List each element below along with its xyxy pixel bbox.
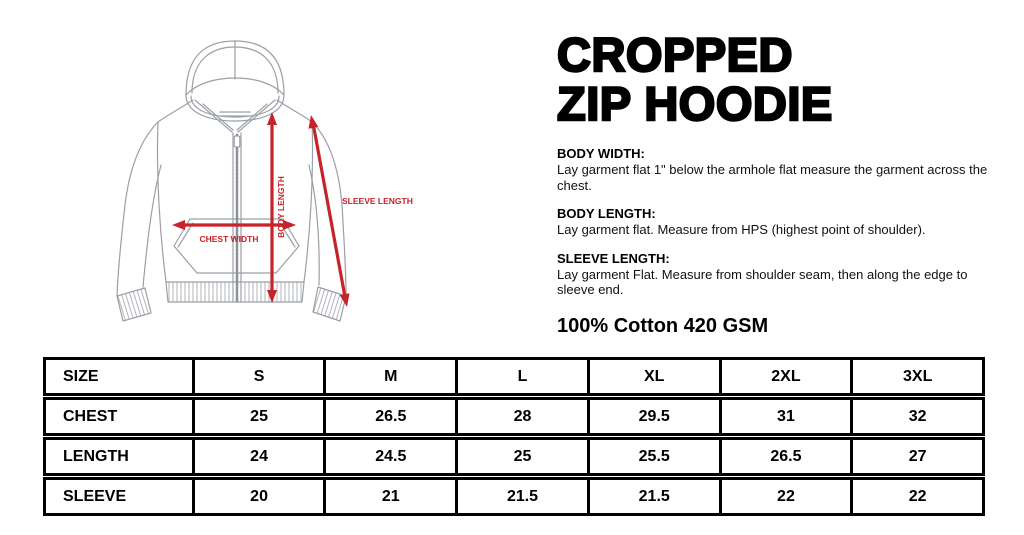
chest-width-label: CHEST WIDTH [199, 234, 259, 244]
value-cell: 24.5 [323, 437, 458, 476]
product-title [557, 30, 994, 128]
table-header-row [43, 357, 985, 396]
value-cell: 22 [850, 477, 985, 516]
value-cell: 25 [192, 397, 327, 436]
header-cell-3xl: 3XL [850, 357, 985, 396]
measurement-instructions [557, 146, 994, 298]
header-cell-s: S [192, 357, 327, 396]
header-cell-size: SIZE [43, 357, 195, 396]
sleeve-length-heading: SLEEVE LENGTH: [557, 250, 670, 266]
value-cell: 26.5 [719, 437, 854, 476]
value-cell: 22 [719, 477, 854, 516]
value-cell: 31 [719, 397, 854, 436]
value-cell: 28 [455, 397, 590, 436]
product-title-line2: ZIP HOODIE [557, 77, 833, 130]
value-cell: 21.5 [587, 477, 722, 516]
header-cell-xl: XL [587, 357, 722, 396]
body-width-section [557, 146, 994, 193]
table-row-sleeve [43, 477, 985, 516]
body-length-section [557, 206, 994, 238]
product-title-line1: CROPPED [557, 28, 793, 81]
hoodie-diagram [55, 15, 455, 350]
body-width-text: Lay garment flat 1" below the armhole flat measure the garment across the chest. [557, 162, 988, 193]
row-label-cell: LENGTH [43, 437, 195, 476]
value-cell: 32 [850, 397, 985, 436]
value-cell: 21 [323, 477, 458, 516]
header-cell-2xl: 2XL [719, 357, 854, 396]
value-cell: 27 [850, 437, 985, 476]
body-length-text: Lay garment flat. Measure from HPS (highest point of shoulder). [557, 222, 926, 237]
size-table [43, 357, 985, 516]
value-cell: 24 [192, 437, 327, 476]
body-width-heading: BODY WIDTH: [557, 146, 645, 161]
body-length-label: BODY LENGTH [276, 176, 286, 238]
value-cell: 25 [455, 437, 590, 476]
hoodie-line-art [117, 41, 346, 321]
value-cell: 21.5 [455, 477, 590, 516]
product-info [557, 30, 994, 338]
table-row-length [43, 437, 985, 476]
material-spec: 100% Cotton 420 GSM [557, 314, 769, 337]
value-cell: 26.5 [323, 397, 458, 436]
value-cell: 25.5 [587, 437, 722, 476]
body-length-heading: BODY LENGTH: [557, 206, 656, 221]
sleeve-length-text: Lay garment Flat. Measure from shoulder seam, then along the edge to sleeve end. [557, 266, 968, 297]
measurement-annotations [172, 112, 413, 307]
row-label-cell: CHEST [43, 397, 195, 436]
row-label-cell: SLEEVE [43, 477, 195, 516]
sleeve-length-arrow [309, 115, 350, 307]
header-cell-m: M [323, 357, 458, 396]
value-cell: 20 [192, 477, 327, 516]
table-row-chest [43, 397, 985, 436]
header-cell-l: L [455, 357, 590, 396]
sleeve-length-label: SLEEVE LENGTH [342, 196, 413, 206]
sleeve-length-section [557, 251, 994, 298]
value-cell: 29.5 [587, 397, 722, 436]
